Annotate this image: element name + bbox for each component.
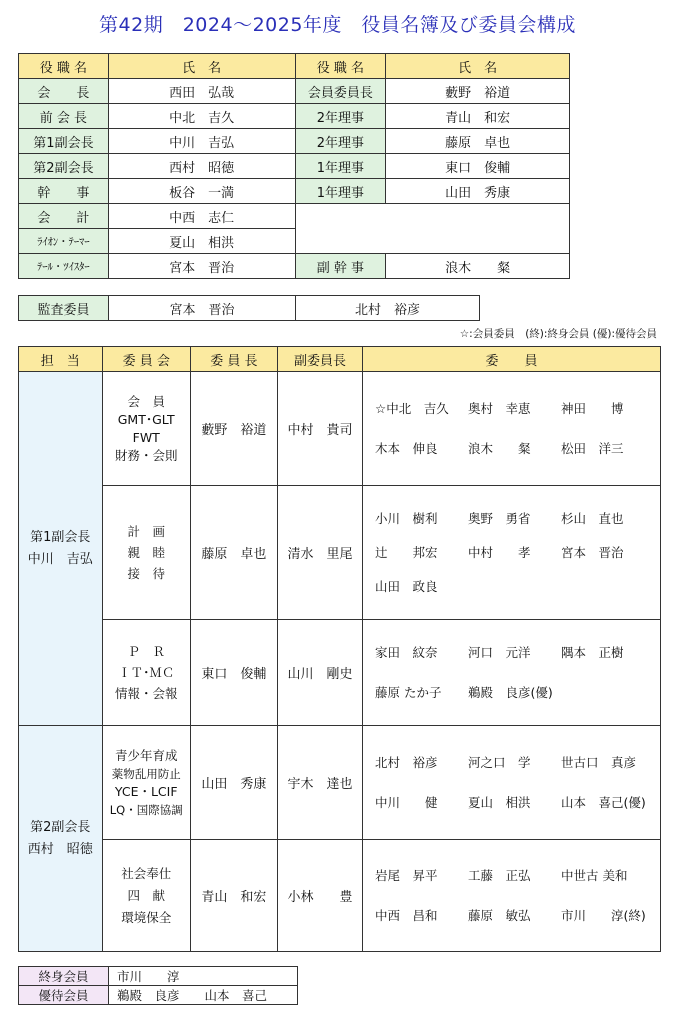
member-line [375,389,654,429]
committee-row [19,620,661,726]
member-name: 中川 健 [375,794,438,810]
auditors-row [19,296,480,321]
officer-row [19,154,570,179]
officer-name: 青山 和宏 [386,104,570,129]
member-name: 松田 洋三 [561,440,624,456]
member-name: 岩尾 昇平 [375,867,438,883]
header-section: 担 当 [19,347,103,372]
member-name: 河口 元洋 [468,644,531,660]
status-row [19,967,298,986]
member-name: 北村 裕彦 [375,754,438,770]
member-name: 隅本 正樹 [561,644,624,660]
committees-header-row [19,347,661,372]
header-name-right: 氏 名 [386,54,570,79]
committee-name-cell [102,486,190,620]
committee-members [363,486,661,620]
committee-members [363,620,661,726]
auditor-name: 宮本 晋治 [109,296,296,321]
officer-row [19,204,570,229]
page-title: 第42期 2024～2025年度 役員名簿及び委員会構成 [99,14,576,36]
member-name: 杉山 直也 [561,510,624,526]
legend-note: ☆:会員委員 (終):終身会員 (優):優待会員 [459,328,657,340]
officer-name: 中川 吉弘 [108,129,295,154]
officer-name: 藤原 卓也 [386,129,570,154]
officer-row [19,129,570,154]
status-row [19,986,298,1005]
committee-chair: 青山 和宏 [190,840,277,952]
officer-name: 中北 吉久 [108,104,295,129]
officer-name: 山田 秀康 [386,179,570,204]
committee-chair: 東口 俊輔 [190,620,277,726]
committee-name: GMT･GLT [117,411,175,427]
header-name-left: 氏 名 [108,54,295,79]
officer-row [19,179,570,204]
member-line [375,783,654,823]
committee-name: 接 待 [127,566,165,581]
member-line [375,570,654,604]
committee-name: 四 献 [127,887,165,903]
committee-vice-chair: 清水 里尾 [278,486,363,620]
section-role: 第2副会長 [30,819,91,835]
officer-row [19,254,570,279]
committee-chair: 藪野 裕道 [190,372,277,486]
member-line [375,633,654,673]
member-name: 辻 邦宏 [375,544,438,560]
member-name: 浪木 粲 [468,440,531,456]
member-name: 神田 博 [561,400,624,416]
officer-name: 西村 昭徳 [108,154,295,179]
committee-vice-chair: 小林 豊 [278,840,363,952]
committee-members [363,726,661,840]
committee-name-cell [102,726,190,840]
committee-name-cell [102,620,190,726]
status-names: 鵜殿 良彦 山本 喜己 [109,986,298,1005]
member-name: 奥野 勇省 [468,510,531,526]
section-cell [19,726,103,952]
header-committee: 委 員 会 [102,347,190,372]
officer-role: 会 長 [19,79,109,104]
committee-members [363,372,661,486]
committee-vice-chair: 中村 貴司 [278,372,363,486]
member-line [375,856,654,896]
officer-role: 1年理事 [295,154,386,179]
officer-name: 板谷 一満 [108,179,295,204]
member-name: 奥村 幸恵 [468,400,531,416]
member-name: 中世古 美和 [561,867,628,883]
officer-role: 前 会 長 [19,104,109,129]
officer-role: ﾗｲｵﾝ・ﾃｰﾏｰ [19,229,109,254]
officer-role: 幹 事 [19,179,109,204]
member-name: 中村 孝 [468,544,531,560]
member-name: 木本 伸良 [375,440,438,456]
status-members-table [18,966,298,1005]
auditor-name: 北村 裕彦 [296,296,480,321]
committee-name: 薬物乱用防止 [111,766,181,781]
header-vice-chair: 副委員長 [278,347,363,372]
member-name: 宮本 晋治 [561,544,624,560]
committee-name: 計 画 [127,524,165,539]
member-name: 藤原 たか子 [375,684,442,700]
committee-name: 環境保全 [121,909,172,925]
member-name: 夏山 相洪 [468,794,531,810]
header-chair: 委 員 長 [190,347,277,372]
officer-role: 2年理事 [295,129,386,154]
header-members: 委 員 [363,347,661,372]
officer-name: 中西 志仁 [108,204,295,229]
member-line [375,536,654,570]
header-role-right: 役 職 名 [295,54,386,79]
member-name: 中西 昌和 [375,907,438,923]
member-name: 河之口 学 [468,754,531,770]
officer-role: 第2副会長 [19,154,109,179]
member-name: 山田 政良 [375,578,438,594]
member-name: 家田 紋奈 [375,644,438,660]
member-name: 世古口 真彦 [561,754,637,770]
committee-chair: 山田 秀康 [190,726,277,840]
auditors-label: 監査委員 [19,296,109,321]
officer-role: ﾃｰﾙ・ﾂｲｽﾀｰ [19,254,109,279]
officer-role: 1年理事 [295,179,386,204]
committee-members [363,840,661,952]
member-name: ☆中北 吉久 [375,400,449,416]
committee-name: ＩＴ･ＭＣ [118,665,175,680]
officer-name: 宮本 晋治 [108,254,295,279]
committee-chair: 藤原 卓也 [190,486,277,620]
status-label: 優待会員 [19,986,109,1005]
section-person: 中川 吉弘 [27,551,93,567]
member-name: 藤原 敏弘 [468,907,531,923]
committee-name-cell [102,840,190,952]
member-line [375,743,654,783]
committee-name: 社会奉仕 [121,865,172,881]
section-person: 西村 昭徳 [27,841,93,857]
committee-name: 財務・会則 [114,447,178,463]
committee-row [19,486,661,620]
officer-name: 東口 俊輔 [386,154,570,179]
committees-table [18,346,661,952]
committee-row [19,840,661,952]
officer-name: 夏山 相洪 [108,229,295,254]
committee-row [19,726,661,840]
officers-table [18,53,570,279]
committee-name: FWT [132,429,160,445]
officer-name: 浪木 粲 [386,254,570,279]
officers-header-row [19,54,570,79]
section-cell [19,372,103,726]
member-line [375,673,654,713]
committee-name: LQ・国際協調 [109,802,183,817]
committee-name: 情報・会報 [114,686,178,701]
section-role: 第1副会長 [30,529,91,545]
member-line [375,429,654,469]
officer-role: 2年理事 [295,104,386,129]
member-name: 工藤 正弘 [468,867,531,883]
member-name: 鵜殿 良彦(優) [468,684,553,700]
committee-name: Ｐ Ｒ [127,644,165,659]
committee-vice-chair: 宇木 達也 [278,726,363,840]
officer-role: 副 幹 事 [295,254,386,279]
status-names: 市川 淳 [109,967,298,986]
officer-empty-block [295,204,570,254]
officer-row [19,79,570,104]
committee-name: 親 睦 [127,545,165,560]
member-name: 山本 喜己(優) [561,794,646,810]
member-name: 小川 樹利 [375,510,438,526]
committee-name-cell [102,372,190,486]
committee-vice-chair: 山川 剛史 [278,620,363,726]
member-line [375,896,654,936]
officer-role: 会 計 [19,204,109,229]
committee-name: 青少年育成 [114,747,178,763]
officer-name: 藪野 裕道 [386,79,570,104]
status-label: 終身会員 [19,967,109,986]
header-role-left: 役 職 名 [19,54,109,79]
auditors-table [18,295,480,321]
officer-role: 第1副会長 [19,129,109,154]
committee-name: 会 員 [127,393,165,409]
officer-role: 会員委員長 [295,79,386,104]
committee-name: YCE・LCIF [114,783,178,799]
member-name: 市川 淳(終) [561,907,646,923]
officer-name: 西田 弘哉 [108,79,295,104]
member-line [375,502,654,536]
committee-row [19,372,661,486]
officer-row [19,104,570,129]
